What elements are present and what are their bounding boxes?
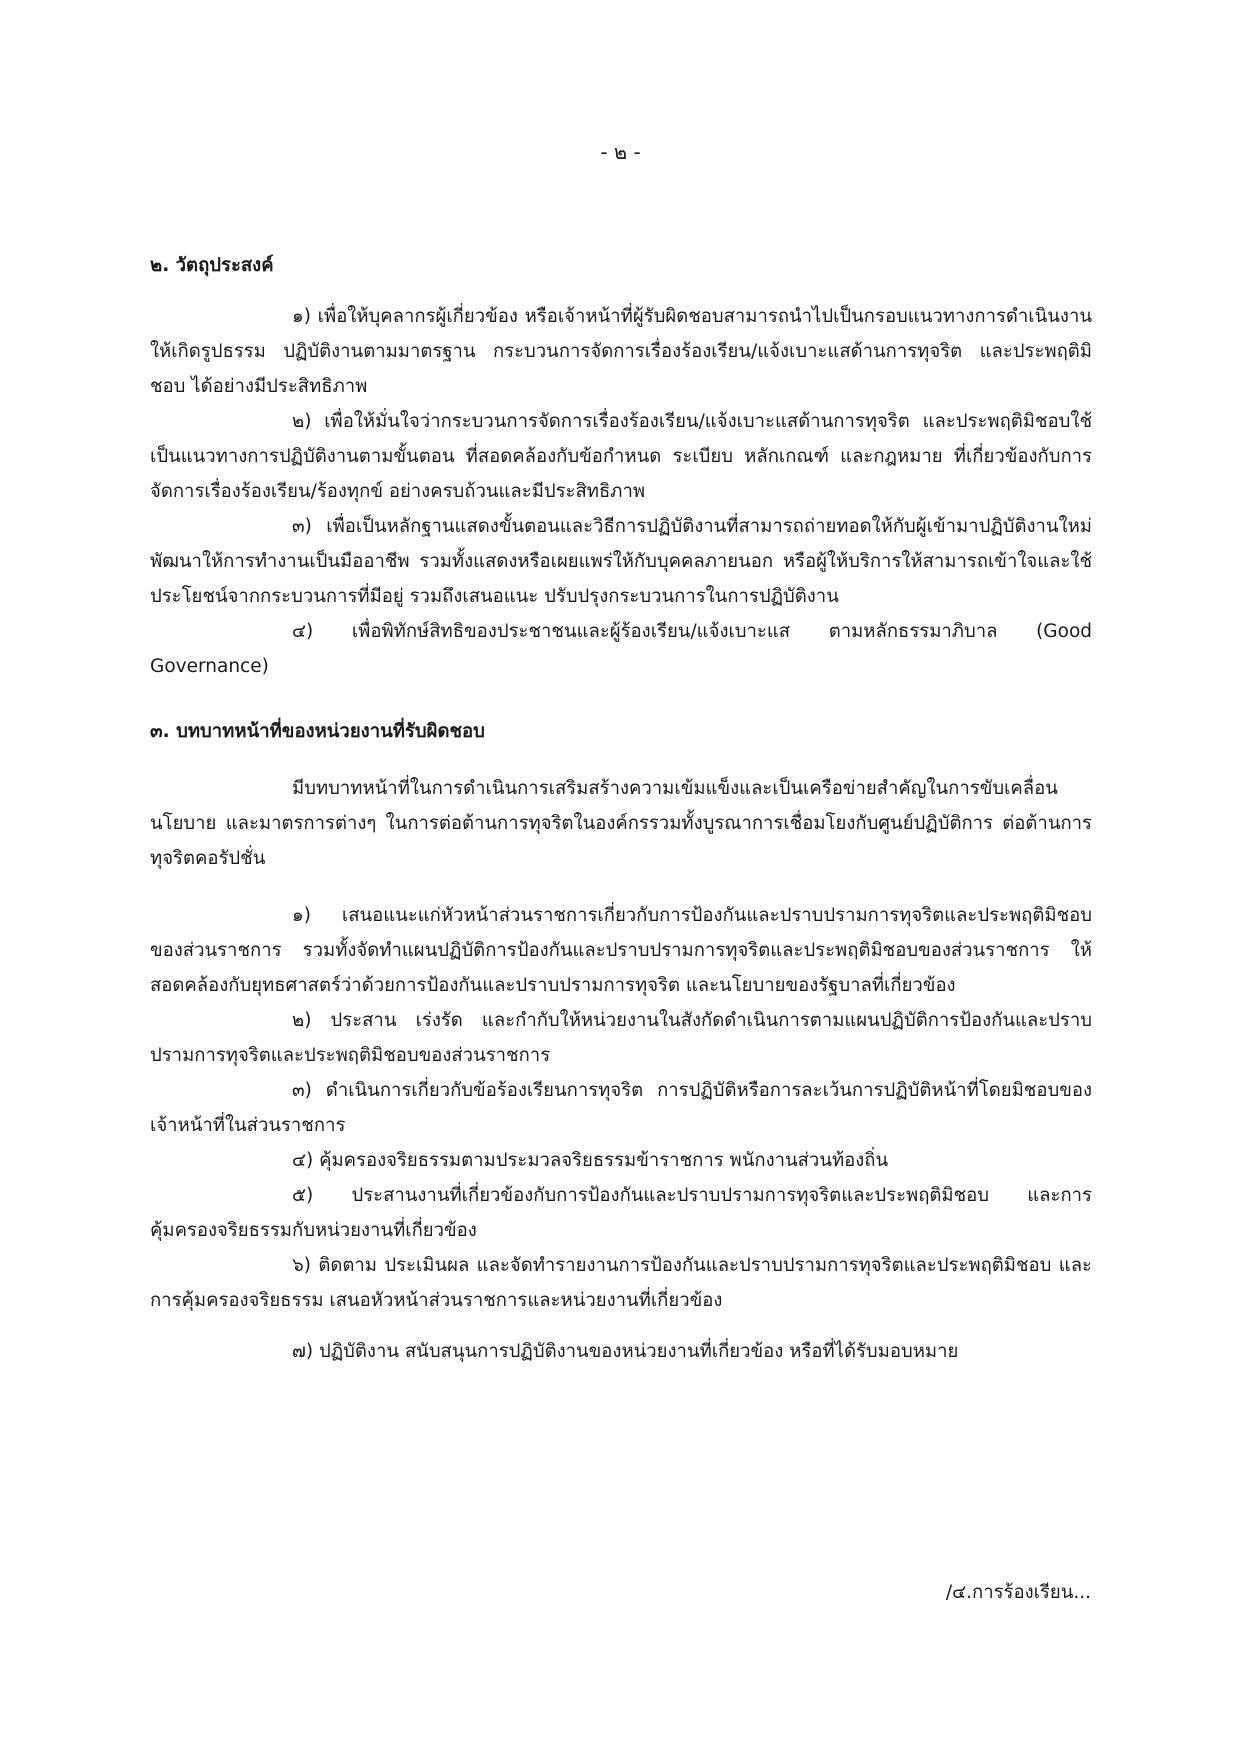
responsibility-intro: มีบทบาทหน้าที่ในการดำเนินการเสริมสร้างความเข้มแข็งและเป็นเครือข่ายสำคัญในการขับเคลื่อนนโยบาย และมาตรการต่างๆ ในการต่อต้านการทุจริตในองค์กรรวมทั้งบูรณาการเชื่อมโยงกับศูนย์ปฏิบัติการ ต่อต้านการทุจริตคอรัปชั่น [150, 778, 1092, 869]
responsibility-item-1: ๑) เสนอแนะแก่หัวหน้าส่วนราชการเกี่ยวกับการป้องกันและปราบปรามการทุจริตและประพฤติมิชอบของส่วนราชการ รวมทั้งจัดทำแผนปฏิบัติการป้องกันและปราบปรามการทุจริตและประพฤติมิชอบของส่วนราชการ ให้สอดคล้องกับยุทธศาสตร์ว่าด้วยการป้องกันและปราบปรามการทุจริต และนโยบายของรัฐบาลที่เกี่ยวข้อง [150, 905, 1092, 996]
document-body [150, 248, 1092, 1369]
responsibility-item-3: ๓) ดำเนินการเกี่ยวกับข้อร้องเรียนการทุจริต การปฏิบัติหรือการละเว้นการปฏิบัติหน้าที่โดยมิชอบของเจ้าหน้าที่ในส่วนราชการ [150, 1080, 1092, 1136]
section-2-heading: ๒. วัตถุประสงค์ [150, 255, 274, 276]
responsibility-item-4: ๔) คุ้มครองจริยธรรมตามประมวลจริยธรรมข้าราชการ พนักงานส่วนท้องถิ่น [292, 1150, 889, 1171]
continuation-marker: /๔.การร้องเรียน... [945, 1582, 1091, 1603]
page-number: - ๒ - [600, 140, 641, 164]
objective-item-3: ๓) เพื่อเป็นหลักฐานแสดงขั้นตอนและวิธีการปฏิบัติงานที่สามารถถ่ายทอดให้กับผู้เข้ามาปฏิบัติงานใหม่ พัฒนาให้การทำงานเป็นมืออาชีพ รวมทั้งแสดงหรือเผยแพร่ให้กับบุคคลภายนอก หรือผู้ให้บริการให้สามารถเข้าใจและใช้ประโยชน์จากกระบวนการที่มีอยู่ รวมถึงเสนอแนะ ปรับปรุงกระบวนการในการปฏิบัติงาน [150, 516, 1092, 607]
objective-item-2: ๒) เพื่อให้มั่นใจว่ากระบวนการจัดการเรื่องร้องเรียน/แจ้งเบาะแสด้านการทุจริต และประพฤติมิชอบใช้เป็นแนวทางการปฏิบัติงานตามขั้นตอน ที่สอดคล้องกับข้อกำหนด ระเบียบ หลักเกณฑ์ และกฎหมาย ที่เกี่ยวข้องกับการจัดการเรื่องร้องเรียน/ร้องทุกข์ อย่างครบถ้วนและมีประสิทธิภาพ [150, 411, 1092, 502]
objective-item-4: ๔) เพื่อพิทักษ์สิทธิของประชาชนและผู้ร้องเรียน/แจ้งเบาะแส ตามหลักธรรมาภิบาล (Good Governance) [150, 621, 1092, 677]
objective-item-1: ๑) เพื่อให้บุคลากรผู้เกี่ยวข้อง หรือเจ้าหน้าที่ผู้รับผิดชอบสามารถนำไปเป็นกรอบแนวทางการดำเนินงานให้เกิดรูปธรรม ปฏิบัติงานตามมาตรฐาน กระบวนการจัดการเรื่องร้องเรียน/แจ้งเบาะแสด้านการทุจริต และประพฤติมิชอบ ได้อย่างมีประสิทธิภาพ [150, 306, 1092, 397]
responsibility-item-6: ๖) ติดตาม ประเมินผล และจัดทำรายงานการป้องกันและปราบปรามการทุจริตและประพฤติมิชอบ และการคุ้มครองจริยธรรม เสนอหัวหน้าส่วนราชการและหน่วยงานที่เกี่ยวข้อง [150, 1255, 1092, 1311]
responsibility-item-7: ๗) ปฏิบัติงาน สนับสนุนการปฏิบัติงานของหน่วยงานที่เกี่ยวข้อง หรือที่ได้รับมอบหมาย [292, 1341, 959, 1362]
section-3-heading: ๓. บทบาทหน้าที่ของหน่วยงานที่รับผิดชอบ [150, 721, 485, 742]
responsibility-item-2: ๒) ประสาน เร่งรัด และกำกับให้หน่วยงานในสังกัดดำเนินการตามแผนปฏิบัติการป้องกันและปราบปรามการทุจริตและประพฤติมิชอบของส่วนราชการ [150, 1010, 1092, 1066]
responsibility-item-5: ๕) ประสานงานที่เกี่ยวข้องกับการป้องกันและปราบปรามการทุจริตและประพฤติมิชอบ และการคุ้มครองจริยธรรมกับหน่วยงานที่เกี่ยวข้อง [150, 1185, 1092, 1241]
